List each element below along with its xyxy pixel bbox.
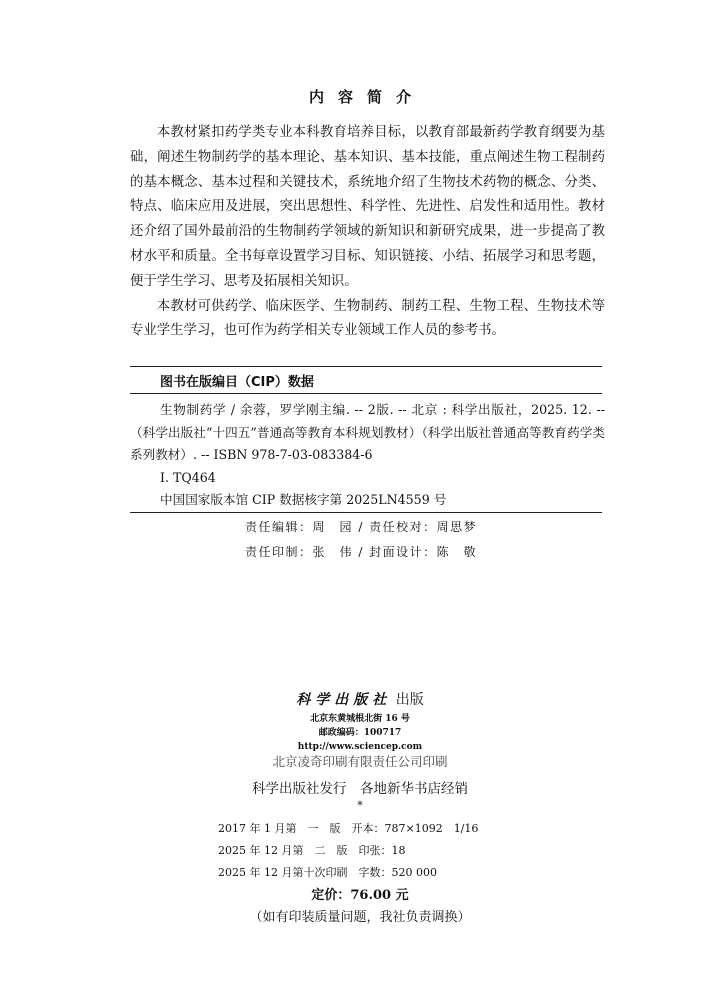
edition-line: 2025 年 12 月第十次印刷 字数：520 000 bbox=[218, 866, 437, 879]
publisher-suffix: 出版 bbox=[395, 692, 424, 708]
edition-line: 2017 年 1 月第 一 版 开本：787×1092 1/16 bbox=[218, 822, 479, 835]
printer-line: 北京凌奇印刷有限责任公司印刷 bbox=[272, 754, 448, 769]
publisher-postcode: 邮政编码：100717 bbox=[318, 728, 402, 738]
cip-top-rule bbox=[130, 366, 602, 367]
cip-heading-rule bbox=[130, 393, 602, 394]
intro-paragraph: 本教材紧扣药学类专业本科教育培养目标，以教育部最新药学教育纲要为基础，阐述生物制药学的基本理论、基本知识、基本技能，重点阐述生物工程制药的基本概念、基本过程和关键技术，系统地介绍了生物技术药物的概念、分类、特点、临床应用及进展，突出思想性、科学性、先进性、启发性和适用性。教材还介绍了国外最前沿的生物制药学领域的新知识和新研究成果，进一步提高了教材水平和质量。全书每章设置学习目标、知识链接、小结、拓展学习和思考题，便于学生学习、思考及拓展相关知识。 bbox=[130, 125, 605, 289]
intro-paragraph: 本教材可供药学、临床医学、生物制药、制药工程、生物工程、生物技术等专业学生学习，也可作为药学相关专业领域工作人员的参考书。 bbox=[130, 298, 605, 339]
intro-title: 内容简介 bbox=[308, 88, 425, 106]
publisher-logo-name: 科学出版社 bbox=[296, 692, 392, 708]
staff-production: 责任印制：张 伟 / 封面设计：陈 敬 bbox=[245, 545, 478, 559]
cip-classification: Ⅰ. TQ464 bbox=[160, 469, 216, 485]
intro-text bbox=[130, 121, 605, 344]
edition-line: 2025 年 12 月第 二 版 印张：18 bbox=[218, 844, 406, 857]
price: 定价：76.00 元 bbox=[311, 888, 409, 903]
cip-record-text: 生物制药学 / 余蓉，罗学刚主编. -- 2版. -- 北京 : 科学出版社，2025. 12. -- （科学出版社“十四五”普通高等教育本科规划教材）（科学出版社普通高等教育药学类系列教材）. -- ISBN 978-7-03-083384-6 bbox=[130, 402, 605, 463]
cip-bottom-rule bbox=[130, 512, 602, 513]
separator-star: * bbox=[357, 799, 363, 812]
cip-heading: 图书在版编目（CIP）数据 bbox=[160, 375, 314, 390]
publisher-website: http://www.sciencep.com bbox=[297, 742, 423, 752]
quality-note: （如有印装质量问题，我社负责调换） bbox=[249, 910, 471, 925]
staff-editors: 责任编辑：周 园 / 责任校对：周思梦 bbox=[245, 520, 478, 534]
cip-library-number: 中国国家版本馆 CIP 数据核字第 2025LN4559 号 bbox=[160, 492, 447, 508]
publisher-line bbox=[0, 689, 720, 709]
distribution-line: 科学出版社发行 各地新华书店经销 bbox=[252, 781, 468, 797]
publisher-address: 北京东黄城根北街 16 号 bbox=[310, 714, 410, 724]
cip-record bbox=[130, 399, 605, 512]
